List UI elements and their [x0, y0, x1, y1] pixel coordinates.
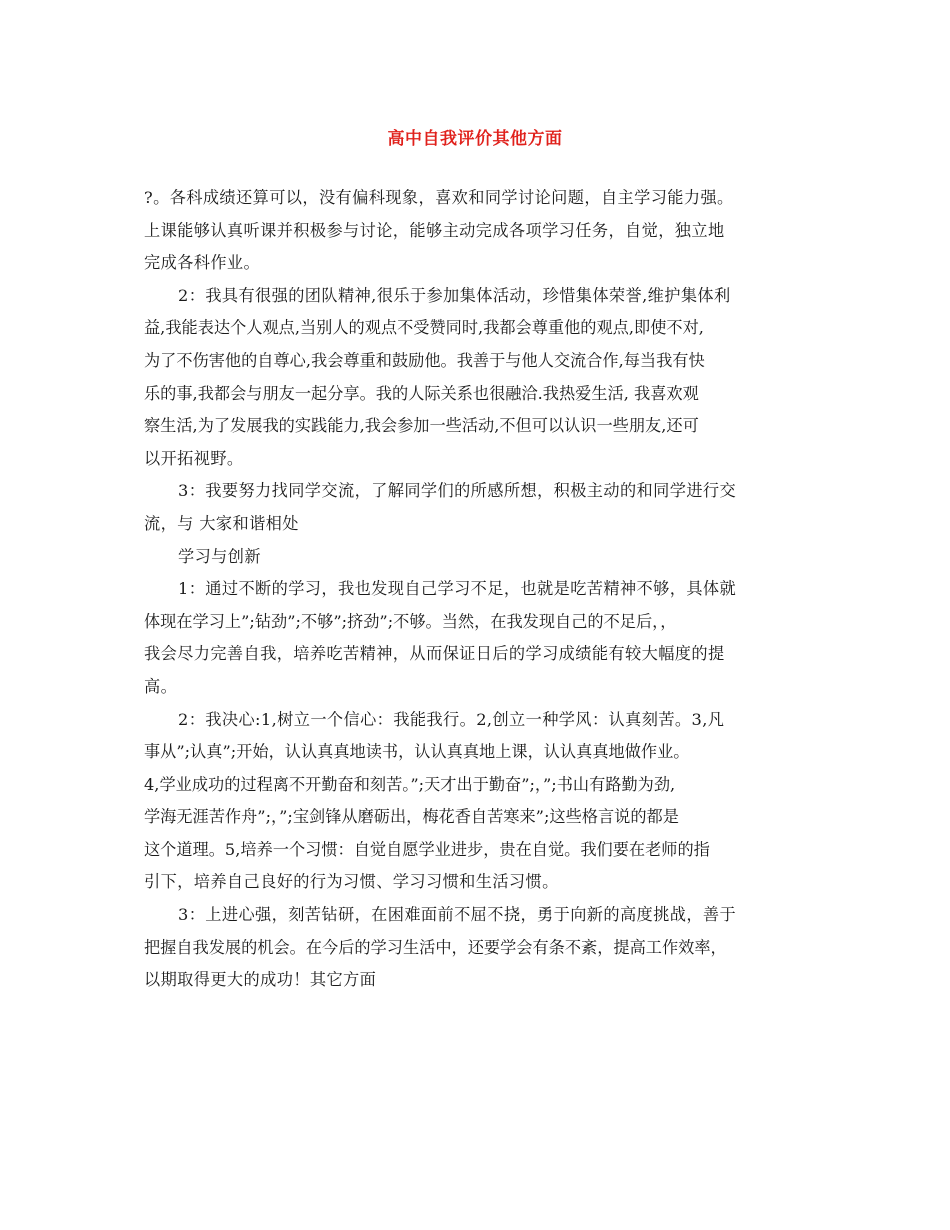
text-line: 高。 — [144, 676, 178, 696]
text-line: 事从”;认真”;开始，认认真真地读书，认认真真地上课，认认真真地做作业。 — [144, 742, 690, 762]
paragraph-start-line: 3：上进心强，刻苦钻研，在困难面前不屈不挠，勇于向新的高度挑战，善于 — [178, 905, 737, 925]
paragraph-start-line: 3：我要努力找同学交流，了解同学们的所感所想，积极主动的和同学进行交 — [178, 481, 737, 501]
paragraph-start-line: 1：通过不断的学习，我也发现自己学习不足，也就是吃苦精神不够，具体就 — [178, 579, 737, 599]
text-line: 乐的事,我都会与朋友一起分享。我的人际关系也很融洽.我热爱生活, 我喜欢观 — [144, 383, 699, 403]
text-line: 以期取得更大的成功！其它方面 — [144, 970, 377, 990]
document-body — [144, 182, 814, 997]
text-line: 为了不伤害他的自尊心,我会尊重和鼓励他。我善于与他人交流合作,每当我有快 — [144, 350, 705, 370]
text-line: 益,我能表达个人观点,当别人的观点不受赞同时,我都会尊重他的观点,即使不对, — [144, 318, 704, 338]
text-line: 流，与 大家和谐相处 — [144, 513, 299, 533]
text-line: 这个道理。5,培养一个习惯：自觉自愿学业进步，贵在自觉。我们要在老师的指 — [144, 839, 710, 859]
paragraph-start-line: 2：我具有很强的团队精神,很乐于参加集体活动，珍惜集体荣誉,维护集体利 — [178, 285, 731, 305]
text-line: 把握自我发展的机会。在今后的学习生活中，还要学会有条不紊，提高工作效率， — [144, 937, 727, 957]
text-line: 完成各科作业。 — [144, 253, 261, 273]
text-line: 引下，培养自己良好的行为习惯、学习习惯和生活习惯。 — [144, 872, 559, 892]
section-heading: 学习与创新 — [178, 546, 261, 566]
text-line: ?。各科成绩还算可以，没有偏科现象，喜欢和同学讨论问题，自主学习能力强。 — [144, 188, 734, 207]
text-line: 4,学业成功的过程离不开勤奋和刻苦。”;天才出于勤奋”;，”;书山有路勤为劲, — [144, 774, 676, 794]
text-line: 学海无涯苦作舟”;，”;宝剑锋从磨砺出，梅花香自苦寒来”;这些格言说的都是 — [144, 807, 679, 827]
text-line: 我会尽力完善自我，培养吃苦精神，从而保证日后的学习成绩能有较大幅度的提 — [144, 644, 725, 664]
text-line: 上课能够认真听课并积极参与讨论，能够主动完成各项学习任务，自觉，独立地 — [144, 220, 725, 240]
document-title: 高中自我评价其他方面 — [387, 129, 563, 149]
text-line: 以开拓视野。 — [144, 448, 244, 468]
text-line: 察生活,为了发展我的实践能力,我会参加一些活动,不但可以认识一些朋友,还可 — [144, 416, 699, 436]
text-line: 体现在学习上”;钻劲”;不够”;挤劲”;不够。当然，在我发现自己的不足后，， — [144, 611, 677, 631]
paragraph-start-line: 2：我决心:1,树立一个信心：我能我行。2,创立一种学风：认真刻苦。3,凡 — [178, 709, 725, 729]
